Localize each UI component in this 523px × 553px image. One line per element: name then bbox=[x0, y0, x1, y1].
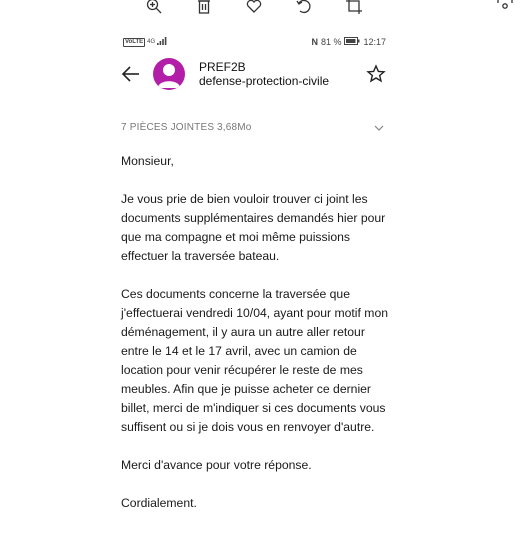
network-type-label: 4G bbox=[147, 39, 156, 45]
message-greeting: Monsieur, bbox=[121, 154, 174, 168]
status-bar bbox=[121, 36, 386, 50]
battery-icon bbox=[344, 37, 360, 47]
avatar[interactable] bbox=[153, 58, 185, 90]
message-closing: Cordialement. bbox=[121, 496, 197, 510]
message-body bbox=[121, 152, 391, 532]
rotate-icon[interactable] bbox=[295, 0, 313, 15]
sender-name: PREF2B bbox=[199, 60, 246, 74]
message-paragraph: Merci d'avance pour votre réponse. bbox=[121, 458, 312, 472]
attachments-row[interactable] bbox=[121, 122, 386, 136]
person-icon bbox=[153, 58, 185, 90]
star-icon[interactable] bbox=[366, 64, 386, 84]
clock: 12:17 bbox=[363, 37, 386, 47]
back-arrow-icon[interactable] bbox=[121, 64, 141, 84]
battery-percent: 81 % bbox=[320, 37, 342, 47]
heart-icon[interactable] bbox=[245, 0, 263, 15]
attachments-count: 7 PIÈCES JOINTES bbox=[121, 122, 215, 133]
signal-icon bbox=[157, 37, 167, 47]
chevron-down-icon[interactable] bbox=[372, 121, 386, 135]
message-paragraph: Je vous prie de bien vouloir trouver ci joint les documents supplémentaires demandés hier pour que ma compagne et moi même puissions effectuer la traversée bateau. bbox=[121, 192, 386, 263]
volte-badge: VoLTE bbox=[125, 38, 144, 45]
focus-icon[interactable] bbox=[496, 0, 514, 15]
zoom-in-icon[interactable] bbox=[145, 0, 163, 15]
trash-icon[interactable] bbox=[195, 0, 213, 15]
message-paragraph: Ces documents concerne la traversée que j'effectuerai vendredi 10/04, ayant pour motif mon déménagement, il y aura un autre aller retour entre le 14 et le 17 avril, avec un camion de location pour venir récupérer le reste de mes meubles. Afin que je puisse acheter ce dernier billet, merci de m'indiquer si ces documents vous suffisent ou si je dois vous en renvoyer d'autre. bbox=[121, 287, 389, 434]
attachments-size: 3,68Mo bbox=[217, 122, 252, 133]
email-header bbox=[121, 58, 386, 90]
crop-icon[interactable] bbox=[345, 0, 363, 15]
sender-block bbox=[199, 60, 329, 88]
nfc-icon: N bbox=[311, 37, 318, 47]
sender-address: defense-protection-civile bbox=[199, 74, 330, 88]
